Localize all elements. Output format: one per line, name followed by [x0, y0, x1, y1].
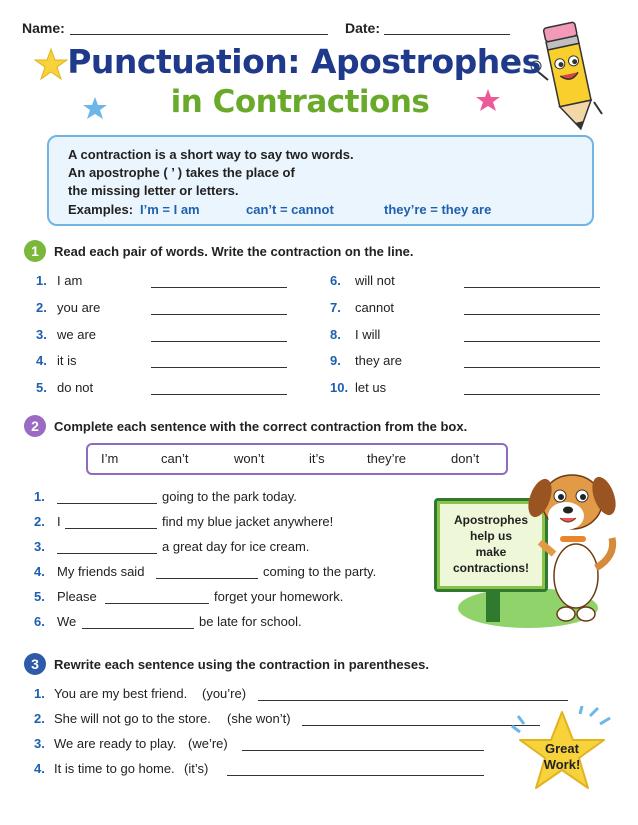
item-text: we are [57, 327, 97, 342]
item-number: 2. [36, 300, 47, 315]
word-bank-item: won’t [234, 451, 265, 466]
item-number: 5. [36, 380, 47, 395]
badge-line-2: Work! [543, 757, 581, 772]
page-subtitle: in Contractions [170, 84, 430, 120]
date-field[interactable] [384, 20, 510, 35]
answer-line[interactable] [57, 539, 157, 554]
item-number: 4. [34, 564, 45, 579]
sentence-after: going to the park today. [162, 489, 297, 504]
sentence-text: You are my best friend. [54, 686, 188, 701]
item-text: I will [355, 327, 381, 342]
sentence-after: find my blue jacket anywhere! [162, 514, 334, 529]
name-label: Name: [22, 20, 65, 36]
section-3-instruction: Rewrite each sentence using the contraction in parentheses. [54, 657, 429, 672]
item-number: 10. [330, 380, 349, 395]
item-text: will not [355, 273, 395, 288]
sentence-after: be late for school. [199, 614, 302, 629]
contraction-hint: (it’s) [184, 761, 209, 776]
examples-label: Examples: [68, 202, 134, 217]
example-item: I’m = I am [140, 202, 200, 217]
answer-line[interactable] [65, 514, 157, 529]
answer-line[interactable] [227, 761, 484, 776]
sign-line-2: help us [469, 529, 512, 543]
answer-line[interactable] [464, 380, 600, 395]
item-number: 7. [330, 300, 341, 315]
answer-line[interactable] [464, 300, 600, 315]
word-bank-item: can’t [161, 451, 189, 466]
item-number: 2. [34, 514, 45, 529]
sentence-after: a great day for ice cream. [162, 539, 310, 554]
answer-line[interactable] [151, 353, 287, 368]
word-bank-item: don’t [451, 451, 480, 466]
answer-line[interactable] [105, 589, 209, 604]
name-field[interactable] [70, 20, 328, 35]
section-1-number: 1 [24, 240, 46, 262]
date-label: Date: [345, 20, 381, 36]
contraction-hint: (she won’t) [227, 711, 291, 726]
sentence-text: We are ready to play. [54, 736, 177, 751]
word-bank-item: they’re [367, 451, 407, 466]
answer-line[interactable] [151, 300, 287, 315]
item-text: they are [355, 353, 402, 368]
answer-line[interactable] [302, 711, 540, 726]
sentence-before: Please [57, 589, 97, 604]
example-item: can’t = cannot [246, 202, 334, 217]
puppy-mascot-icon [526, 458, 622, 624]
item-number: 6. [34, 614, 45, 629]
item-number: 3. [34, 539, 45, 554]
section-1-instruction: Read each pair of words. Write the contraction on the line. [54, 244, 414, 259]
section-3-number: 3 [24, 653, 46, 675]
word-bank [86, 443, 508, 475]
item-number: 1. [34, 686, 45, 701]
answer-line[interactable] [464, 273, 600, 288]
item-number: 1. [34, 489, 45, 504]
answer-line[interactable] [82, 614, 194, 629]
answer-line[interactable] [464, 353, 600, 368]
item-text: do not [57, 380, 94, 395]
answer-line[interactable] [151, 327, 287, 342]
contraction-hint: (we’re) [188, 736, 228, 751]
example-item: they’re = they are [384, 202, 492, 217]
sentence-after: coming to the party. [263, 564, 377, 579]
sentence-before: I [57, 514, 61, 529]
answer-line[interactable] [151, 380, 287, 395]
item-number: 1. [36, 273, 47, 288]
answer-line[interactable] [151, 273, 287, 288]
sentence-text: She will not go to the store. [54, 711, 211, 726]
sentence-after: forget your homework. [214, 589, 344, 604]
item-number: 3. [34, 736, 45, 751]
page-title: Punctuation: Apostrophes [67, 42, 541, 81]
item-number: 4. [34, 761, 45, 776]
info-line-3: the missing letter or letters. [68, 183, 239, 198]
item-number: 3. [36, 327, 47, 342]
sentence-text: It is time to go home. [54, 761, 175, 776]
sentence-before: My friends said [57, 564, 145, 579]
item-number: 4. [36, 353, 47, 368]
sign-line-3: make [475, 545, 507, 559]
badge-line-1: Great [545, 741, 579, 756]
info-line-1: A contraction is a short way to say two words. [68, 147, 354, 162]
item-number: 2. [34, 711, 45, 726]
item-number: 9. [330, 353, 341, 368]
item-text: you are [57, 300, 101, 315]
info-line-2: An apostrophe ( ’ ) takes the place of [68, 165, 295, 180]
sentence-before: We [57, 614, 77, 629]
answer-line[interactable] [57, 489, 157, 504]
contraction-hint: (you’re) [202, 686, 247, 701]
answer-line[interactable] [156, 564, 258, 579]
section-2-instruction: Complete each sentence with the correct contraction from the box. [54, 419, 468, 434]
word-bank-item: I’m [101, 451, 119, 466]
section-2-number: 2 [24, 415, 46, 437]
item-text: cannot [355, 300, 395, 315]
answer-line[interactable] [464, 327, 600, 342]
answer-line[interactable] [242, 736, 484, 751]
word-bank-item: it’s [309, 451, 325, 466]
item-text: let us [355, 380, 387, 395]
sign-line-1: Apostrophes [453, 513, 528, 527]
sign-line-4: contractions! [452, 561, 529, 575]
item-text: I am [57, 273, 83, 288]
item-number: 8. [330, 327, 341, 342]
answer-line[interactable] [258, 686, 568, 701]
item-number: 5. [34, 589, 45, 604]
item-text: it is [57, 353, 77, 368]
item-number: 6. [330, 273, 341, 288]
